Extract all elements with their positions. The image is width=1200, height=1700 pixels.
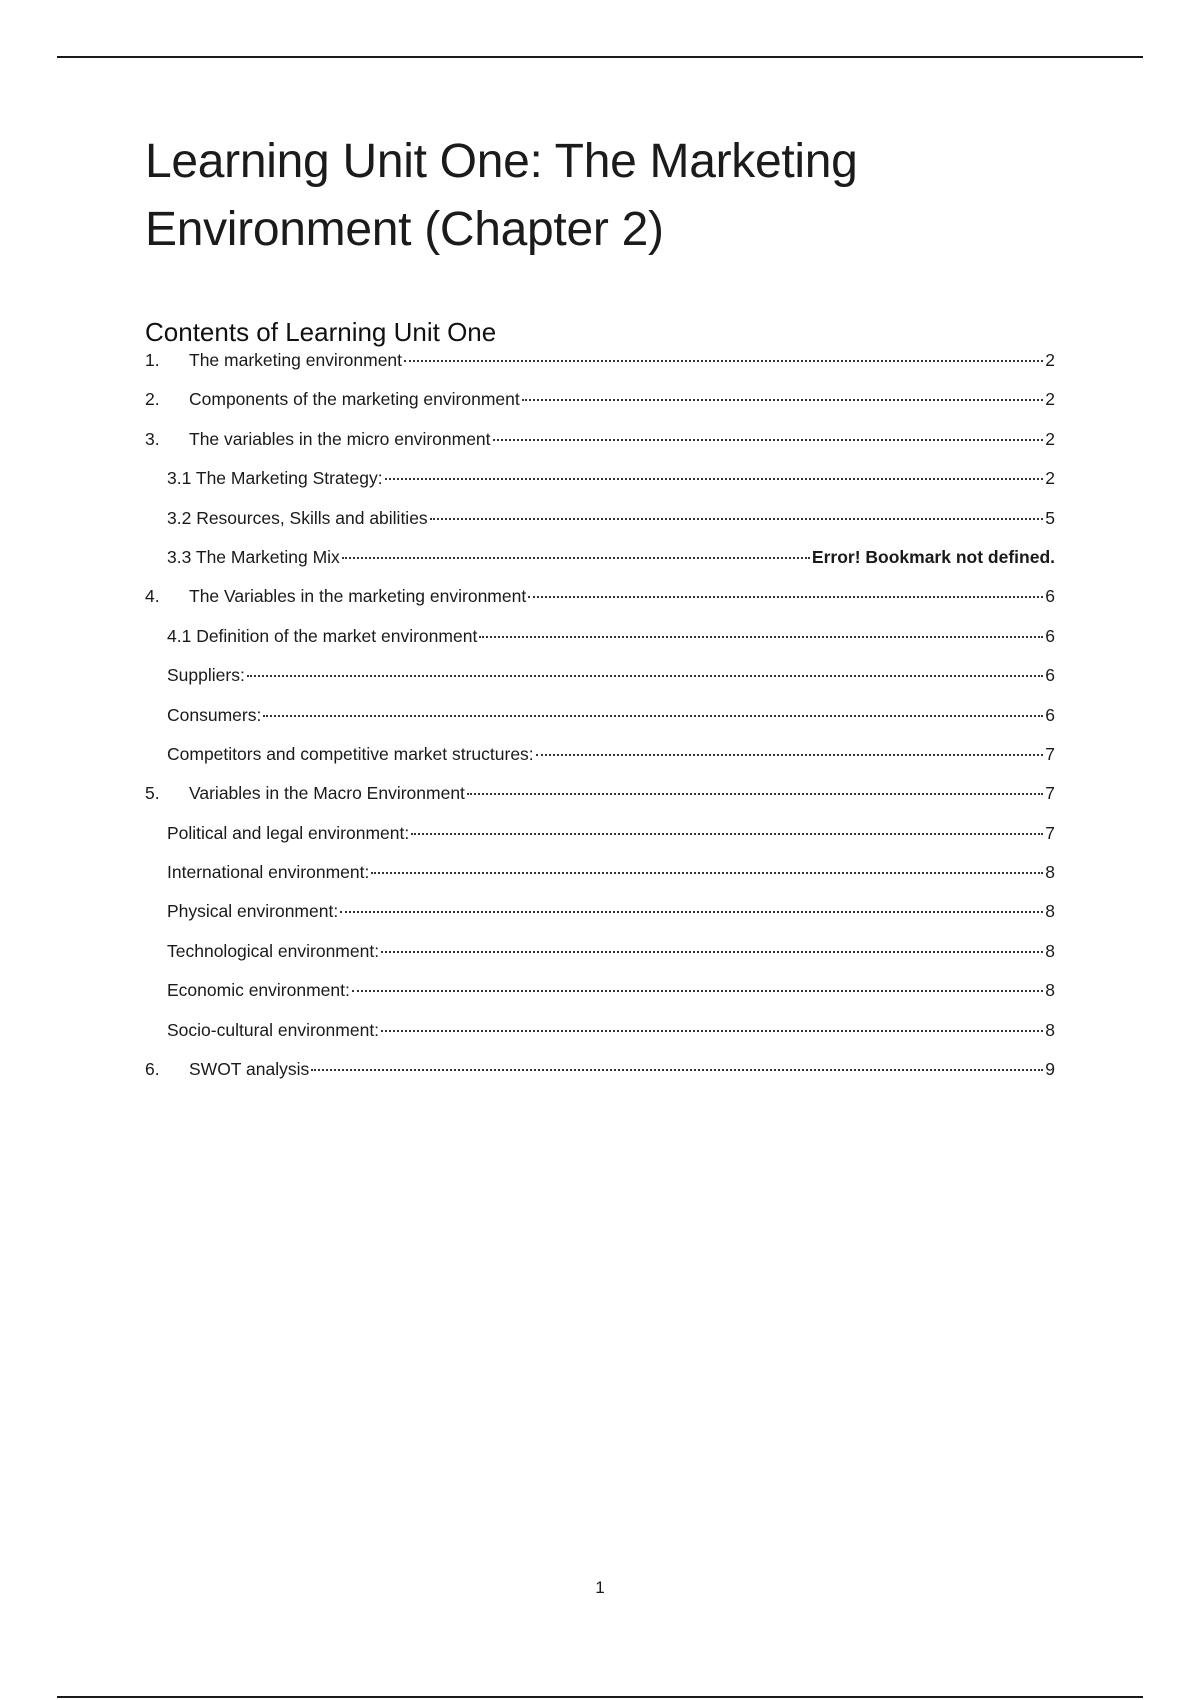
toc-entry-page: 2	[1045, 468, 1055, 489]
toc-entry-page: 8	[1045, 1019, 1055, 1040]
toc-dot-leader	[467, 793, 1043, 795]
toc-entry-page: 7	[1045, 822, 1055, 843]
toc-entry-label: Competitors and competitive market structures:	[167, 743, 534, 764]
toc-entry[interactable]	[145, 508, 1055, 547]
toc-entry-number: 1.	[145, 350, 160, 370]
toc-entry[interactable]	[145, 980, 1055, 1019]
toc-entry-number: 3.	[145, 428, 160, 449]
toc-entry-number: 2.	[145, 389, 160, 410]
toc-entry-page: 5	[1045, 507, 1055, 528]
toc-entry-label: SWOT analysis	[189, 1059, 310, 1080]
toc-dot-leader	[411, 833, 1043, 835]
toc-entry-page: 8	[1045, 980, 1055, 1001]
toc-entry[interactable]	[145, 429, 1055, 468]
page-number: 1	[595, 1578, 605, 1597]
toc-dot-leader	[430, 518, 1044, 520]
toc-entry-label: The marketing environment	[189, 350, 403, 370]
toc-entry-page: 2	[1045, 350, 1055, 370]
toc-entry-label: Suppliers:	[167, 665, 245, 686]
toc-entry-page: 8	[1045, 940, 1055, 961]
toc-entry[interactable]	[145, 389, 1055, 428]
toc-dot-leader	[385, 478, 1044, 480]
toc-entry[interactable]	[145, 744, 1055, 783]
toc-entry[interactable]	[145, 1059, 1055, 1098]
toc-dot-leader	[536, 754, 1044, 756]
toc-dot-leader	[479, 636, 1043, 638]
toc-dot-leader	[340, 911, 1043, 913]
toc-dot-leader	[381, 951, 1043, 953]
document-title: Learning Unit One: The Marketing Environment (Chapter 2)	[145, 135, 858, 256]
toc-entry-label: Physical environment:	[167, 901, 339, 922]
toc-entry-page: 6	[1045, 704, 1055, 725]
toc-entry[interactable]	[145, 901, 1055, 940]
toc-dot-leader	[311, 1069, 1043, 1071]
toc-entry-label: The Variables in the marketing environment	[189, 586, 527, 607]
toc-entry-number: 6.	[145, 1059, 160, 1080]
toc-entry-label: Technological environment:	[167, 940, 380, 961]
toc-entry-page: 2	[1045, 428, 1055, 449]
toc-entry-page: 8	[1045, 862, 1055, 883]
toc-dot-leader	[342, 557, 810, 559]
toc-entry-page: Error! Bookmark not defined.	[811, 546, 1055, 567]
toc-entry-page: 2	[1045, 389, 1055, 410]
toc-dot-leader	[247, 675, 1043, 677]
toc-entry-label: Political and legal environment:	[167, 822, 410, 843]
toc-entry-label: Consumers:	[167, 704, 262, 725]
toc-dot-leader	[404, 360, 1043, 362]
toc-entry[interactable]	[145, 1020, 1055, 1059]
toc-dot-leader	[263, 715, 1043, 717]
toc-entry-label: 3.2 Resources, Skills and abilities	[167, 507, 428, 528]
toc-entry-label: The variables in the micro environment	[189, 428, 491, 449]
toc-dot-leader	[528, 596, 1043, 598]
toc-heading: Contents of Learning Unit One	[145, 317, 497, 347]
toc-entry-page: 9	[1045, 1059, 1055, 1080]
toc-entry[interactable]	[145, 626, 1055, 665]
toc-entry-page: 6	[1045, 586, 1055, 607]
toc-entry-label: 4.1 Definition of the market environment	[167, 625, 478, 646]
toc-entry-page: 6	[1045, 625, 1055, 646]
toc-entry[interactable]	[145, 941, 1055, 980]
toc-entry-page: 6	[1045, 665, 1055, 686]
toc-entry-label: Variables in the Macro Environment	[189, 783, 465, 804]
toc-entry-label: 3.3 The Marketing Mix	[167, 546, 340, 567]
toc-entry-label: Components of the marketing environment	[189, 389, 520, 410]
toc-entry-page: 8	[1045, 901, 1055, 922]
toc-dot-leader	[522, 399, 1044, 401]
toc-entry-page: 7	[1045, 783, 1055, 804]
document-body	[145, 128, 1055, 1098]
toc-entry-number: 4.	[145, 586, 160, 607]
toc-entry[interactable]	[145, 783, 1055, 822]
toc-entry[interactable]	[145, 862, 1055, 901]
toc-entry[interactable]	[145, 350, 1055, 389]
toc-entry-label: Economic environment:	[167, 980, 350, 1001]
toc-dot-leader	[381, 1030, 1043, 1032]
toc-entry[interactable]	[145, 665, 1055, 704]
toc-entry-number: 5.	[145, 783, 160, 804]
toc-entry-label: International environment:	[167, 862, 370, 883]
toc-entry[interactable]	[145, 586, 1055, 625]
toc-entry[interactable]	[145, 705, 1055, 744]
toc-dot-leader	[352, 990, 1043, 992]
header-rule	[57, 56, 1143, 58]
toc-entry-page: 7	[1045, 743, 1055, 764]
footer-rule	[57, 1696, 1143, 1698]
toc-entry-label: Socio-cultural environment:	[167, 1019, 380, 1040]
toc-entry-label: 3.1 The Marketing Strategy:	[167, 468, 383, 489]
toc-entry[interactable]	[145, 823, 1055, 862]
toc-entry[interactable]	[145, 468, 1055, 507]
toc-dot-leader	[371, 872, 1043, 874]
toc-entry[interactable]	[145, 547, 1055, 586]
toc-dot-leader	[493, 439, 1044, 441]
table-of-contents	[145, 350, 1055, 1098]
